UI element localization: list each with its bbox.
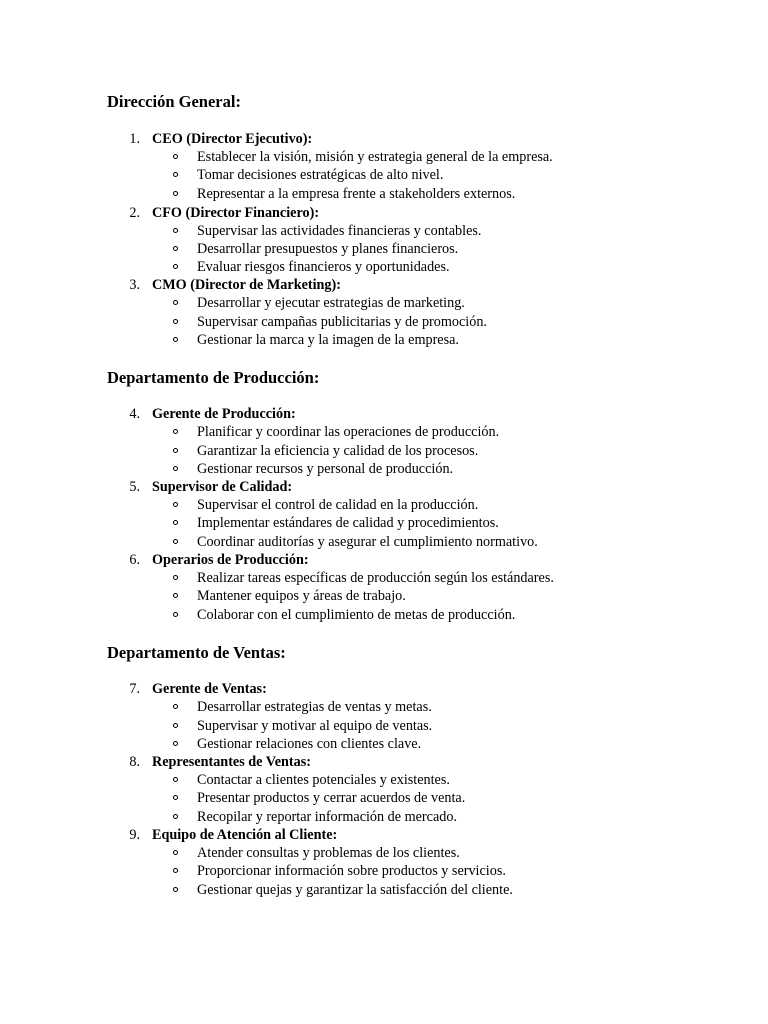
list-item bbox=[0, 258, 768, 276]
list-item bbox=[0, 862, 768, 880]
list-number: 2. bbox=[129, 205, 140, 221]
task-text: Desarrollar presupuestos y planes financieros. bbox=[197, 241, 459, 257]
list-item bbox=[0, 331, 768, 349]
hollow-bullet-icon bbox=[173, 777, 178, 782]
task-text: Supervisar y motivar al equipo de ventas. bbox=[197, 718, 433, 734]
task-text: Gestionar recursos y personal de producción. bbox=[197, 461, 454, 477]
task-text: Garantizar la eficiencia y calidad de los procesos. bbox=[197, 443, 479, 459]
list-item bbox=[0, 606, 768, 624]
hollow-bullet-icon bbox=[173, 502, 178, 507]
role-title: Operarios de Producción: bbox=[152, 552, 309, 568]
list-item bbox=[0, 166, 768, 184]
role-title: Gerente de Producción: bbox=[152, 406, 296, 422]
list-item bbox=[0, 460, 768, 478]
task-text: Supervisar el control de calidad en la producción. bbox=[197, 497, 479, 513]
hollow-bullet-icon bbox=[173, 448, 178, 453]
hollow-bullet-icon bbox=[173, 814, 178, 819]
hollow-bullet-icon bbox=[173, 228, 178, 233]
hollow-bullet-icon bbox=[173, 300, 178, 305]
list-item bbox=[0, 222, 768, 240]
list-item bbox=[0, 881, 768, 899]
hollow-bullet-icon bbox=[173, 850, 178, 855]
role-title: CFO (Director Financiero): bbox=[152, 205, 320, 221]
hollow-bullet-icon bbox=[173, 191, 178, 196]
list-number: 3. bbox=[129, 277, 140, 293]
task-text: Proporcionar información sobre productos y servicios. bbox=[197, 863, 506, 879]
task-text: Colaborar con el cumplimiento de metas de producción. bbox=[197, 607, 516, 623]
section-heading: Departamento de Ventas: bbox=[107, 643, 286, 662]
task-text: Realizar tareas específicas de producción según los estándares. bbox=[197, 570, 554, 586]
list-number: 5. bbox=[129, 479, 140, 495]
task-text: Presentar productos y cerrar acuerdos de venta. bbox=[197, 790, 466, 806]
list-item bbox=[0, 844, 768, 862]
list-item bbox=[0, 423, 768, 441]
task-text: Atender consultas y problemas de los clientes. bbox=[197, 845, 460, 861]
hollow-bullet-icon bbox=[173, 520, 178, 525]
hollow-bullet-icon bbox=[173, 723, 178, 728]
list-item bbox=[0, 240, 768, 258]
list-item bbox=[0, 148, 768, 166]
list-item bbox=[0, 514, 768, 532]
task-text: Coordinar auditorías y asegurar el cumplimiento normativo. bbox=[197, 534, 538, 550]
hollow-bullet-icon bbox=[173, 264, 178, 269]
role-title: CMO (Director de Marketing): bbox=[152, 277, 341, 293]
list-item bbox=[0, 698, 768, 716]
hollow-bullet-icon bbox=[173, 612, 178, 617]
hollow-bullet-icon bbox=[173, 539, 178, 544]
list-item bbox=[0, 717, 768, 735]
role-title: Gerente de Ventas: bbox=[152, 681, 267, 697]
hollow-bullet-icon bbox=[173, 466, 178, 471]
hollow-bullet-icon bbox=[173, 319, 178, 324]
list-item bbox=[0, 533, 768, 551]
list-item bbox=[0, 185, 768, 203]
hollow-bullet-icon bbox=[173, 741, 178, 746]
task-text: Mantener equipos y áreas de trabajo. bbox=[197, 588, 406, 604]
list-item bbox=[0, 442, 768, 460]
list-item bbox=[0, 771, 768, 789]
task-text: Desarrollar estrategias de ventas y metas. bbox=[197, 699, 432, 715]
list-item bbox=[0, 294, 768, 312]
list-item bbox=[0, 789, 768, 807]
task-text: Establecer la visión, misión y estrategia general de la empresa. bbox=[197, 149, 553, 165]
task-text: Contactar a clientes potenciales y existentes. bbox=[197, 772, 450, 788]
hollow-bullet-icon bbox=[173, 154, 178, 159]
list-item bbox=[0, 735, 768, 753]
task-text: Desarrollar y ejecutar estrategias de marketing. bbox=[197, 295, 465, 311]
task-text: Representar a la empresa frente a stakeholders externos. bbox=[197, 186, 516, 202]
hollow-bullet-icon bbox=[173, 795, 178, 800]
hollow-bullet-icon bbox=[173, 429, 178, 434]
hollow-bullet-icon bbox=[173, 704, 178, 709]
task-text: Tomar decisiones estratégicas de alto nivel. bbox=[197, 167, 444, 183]
list-number: 6. bbox=[129, 552, 140, 568]
list-number: 8. bbox=[129, 754, 140, 770]
hollow-bullet-icon bbox=[173, 246, 178, 251]
task-text: Gestionar relaciones con clientes clave. bbox=[197, 736, 422, 752]
hollow-bullet-icon bbox=[173, 868, 178, 873]
list-item bbox=[0, 496, 768, 514]
task-text: Implementar estándares de calidad y procedimientos. bbox=[197, 515, 499, 531]
section-heading: Dirección General: bbox=[107, 92, 241, 111]
section-heading: Departamento de Producción: bbox=[107, 368, 320, 387]
role-title: Supervisor de Calidad: bbox=[152, 479, 293, 495]
hollow-bullet-icon bbox=[173, 593, 178, 598]
task-text: Gestionar la marca y la imagen de la empresa. bbox=[197, 332, 459, 348]
list-number: 7. bbox=[129, 681, 140, 697]
hollow-bullet-icon bbox=[173, 337, 178, 342]
task-text: Recopilar y reportar información de mercado. bbox=[197, 809, 457, 825]
list-item bbox=[0, 569, 768, 587]
task-text: Planificar y coordinar las operaciones de producción. bbox=[197, 424, 500, 440]
list-number: 4. bbox=[129, 406, 140, 422]
list-item bbox=[0, 587, 768, 605]
list-number: 1. bbox=[129, 131, 140, 147]
list-item bbox=[0, 808, 768, 826]
task-text: Supervisar campañas publicitarias y de promoción. bbox=[197, 314, 487, 330]
task-text: Gestionar quejas y garantizar la satisfacción del cliente. bbox=[197, 882, 513, 898]
role-title: CEO (Director Ejecutivo): bbox=[152, 131, 313, 147]
list-number: 9. bbox=[129, 827, 140, 843]
hollow-bullet-icon bbox=[173, 575, 178, 580]
task-text: Evaluar riesgos financieros y oportunidades. bbox=[197, 259, 450, 275]
hollow-bullet-icon bbox=[173, 172, 178, 177]
role-title: Representantes de Ventas: bbox=[152, 754, 311, 770]
task-text: Supervisar las actividades financieras y contables. bbox=[197, 223, 482, 239]
role-title: Equipo de Atención al Cliente: bbox=[152, 827, 338, 843]
list-item bbox=[0, 313, 768, 331]
hollow-bullet-icon bbox=[173, 887, 178, 892]
